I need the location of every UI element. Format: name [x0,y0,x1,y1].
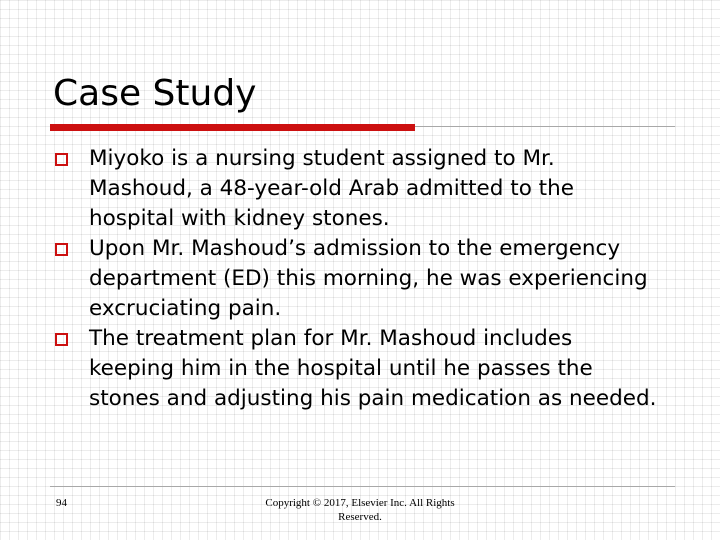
bullet-item [54,234,664,324]
hollow-square-bullet-icon [55,153,68,166]
bullet-item [54,324,664,414]
hollow-square-bullet-icon [55,333,68,346]
bullet-text: The treatment plan for Mr. Mashoud includes keeping him in the hospital until he passes the stones and adjusting his pain medication as needed. [89,326,657,411]
hollow-square-bullet-icon [55,243,68,256]
bullet-item [54,144,664,234]
copyright-line-2: Reserved. [338,511,382,523]
slide-number: 94 [56,497,67,509]
bullet-text: Miyoko is a nursing student assigned to Mr. Mashoud, a 48-year-old Arab admitted to the hospital with kidney stones. [89,146,574,231]
bullet-text: Upon Mr. Mashoud’s admission to the emergency department (ED) this morning, he was experiencing excruciating pain. [89,236,648,321]
bullet-list [54,144,664,414]
slide-title: Case Study [53,73,257,114]
copyright-line-1: Copyright © 2017, Elsevier Inc. All Rights [265,497,455,509]
copyright-notice [240,496,480,524]
title-accent-bar [50,124,415,131]
footer-divider-line [50,486,675,487]
